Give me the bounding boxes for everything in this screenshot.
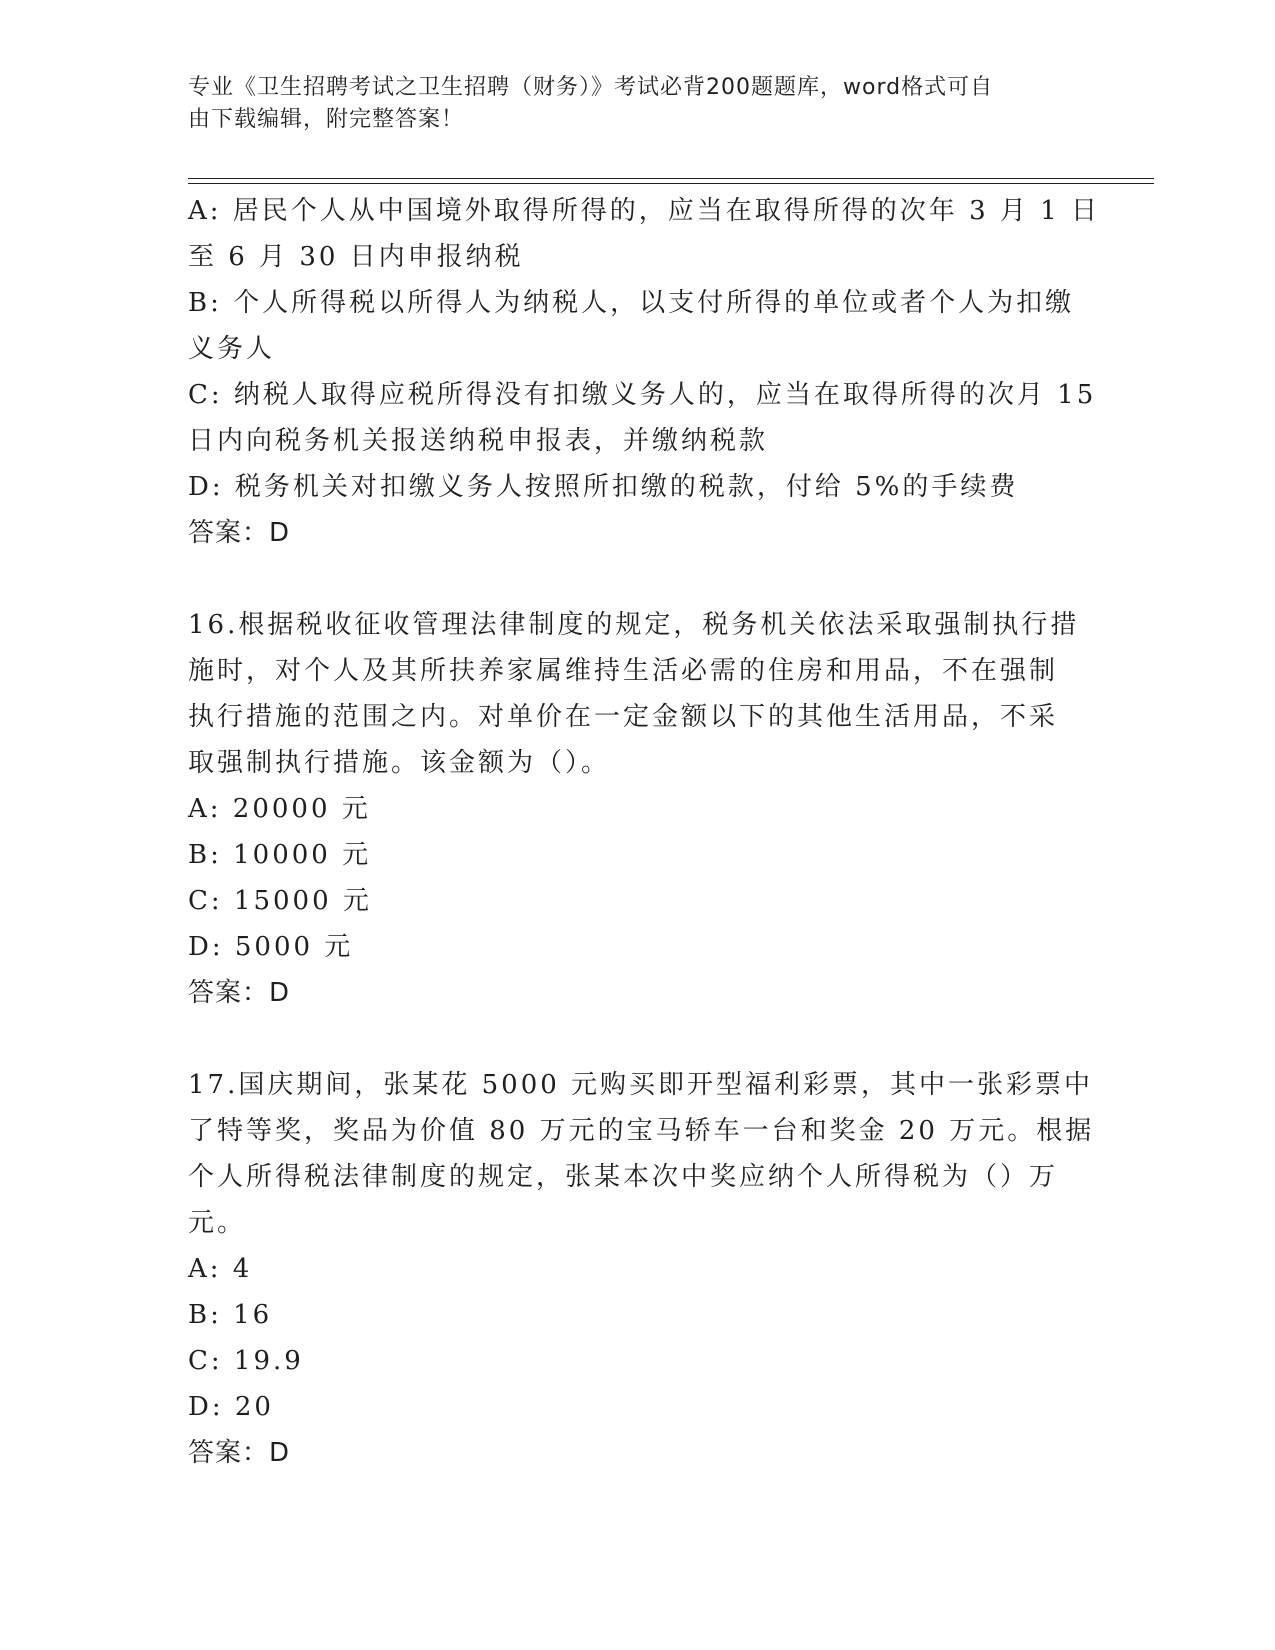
page-header bbox=[188, 72, 1068, 136]
header-line-2: 由下载编辑，附完整答案！ bbox=[188, 107, 465, 132]
q17-stem-line-1: 17.国庆期间，张某花 5000 元购买即开型福利彩票，其中一张彩票中 bbox=[188, 1070, 1094, 1100]
document-body bbox=[188, 188, 1100, 1476]
q17-option-d: D: 20 bbox=[188, 1392, 274, 1422]
q17-option-a: A: 4 bbox=[188, 1254, 253, 1284]
q17-stem-line-2: 了特等奖，奖品为价值 80 万元的宝马轿车一台和奖金 20 万元。根据 bbox=[188, 1116, 1095, 1146]
q15-option-d-line-1: D: 税务机关对扣缴义务人按照所扣缴的税款，付给 5%的手续费 bbox=[188, 472, 1019, 502]
q15-option-a-line-2: 至 6 月 30 日内申报纳税 bbox=[188, 242, 524, 272]
question-16 bbox=[188, 602, 1088, 1016]
header-line-1: 专业《卫生招聘考试之卫生招聘（财务）》考试必背200题题库，word格式可自 bbox=[188, 75, 994, 100]
q16-stem-line-2: 施时，对个人及其所扶养家属维持生活必需的住房和用品，不在强制 bbox=[188, 656, 1059, 686]
q16-option-b: B: 10000 元 bbox=[188, 840, 372, 870]
q16-stem-line-1: 16.根据税收征收管理法律制度的规定，税务机关依法采取强制执行措 bbox=[188, 610, 1080, 640]
q15-answer: 答案：D bbox=[188, 518, 291, 548]
q16-option-d: D: 5000 元 bbox=[188, 932, 354, 962]
q15-option-b-line-1: B: 个人所得税以所得人为纳税人，以支付所得的单位或者个人为扣缴 bbox=[188, 288, 1075, 318]
q16-answer: 答案：D bbox=[188, 978, 291, 1008]
q17-stem-line-4: 元。 bbox=[188, 1208, 247, 1238]
q17-option-c: C: 19.9 bbox=[188, 1346, 304, 1376]
q17-option-b: B: 16 bbox=[188, 1300, 273, 1330]
q15-option-a-line-1: A: 居民个人从中国境外取得所得的，应当在取得所得的次年 3 月 1 日 bbox=[188, 196, 1100, 226]
q16-option-a: A: 20000 元 bbox=[188, 794, 371, 824]
q16-stem-line-4: 取强制执行措施。该金额为（）。 bbox=[188, 748, 611, 778]
q15-option-c-line-2: 日内向税务机关报送纳税申报表，并缴纳税款 bbox=[188, 426, 769, 456]
spacer bbox=[188, 1016, 1088, 1062]
q17-answer: 答案：D bbox=[188, 1438, 291, 1468]
question-17 bbox=[188, 1062, 1095, 1476]
header-rule-top bbox=[188, 178, 1154, 179]
q15-option-b-line-2: 义务人 bbox=[188, 334, 276, 364]
header-rule-bottom bbox=[188, 183, 1154, 184]
q15-option-c-line-1: C: 纳税人取得应税所得没有扣缴义务人的，应当在取得所得的次月 15 bbox=[188, 380, 1097, 410]
question-15-options bbox=[188, 188, 1100, 556]
spacer bbox=[188, 556, 1088, 602]
q16-stem-line-3: 执行措施的范围之内。对单价在一定金额以下的其他生活用品，不采 bbox=[188, 702, 1059, 732]
q16-option-c: C: 15000 元 bbox=[188, 886, 372, 916]
q17-stem-line-3: 个人所得税法律制度的规定，张某本次中奖应纳个人所得税为（）万 bbox=[188, 1162, 1059, 1192]
